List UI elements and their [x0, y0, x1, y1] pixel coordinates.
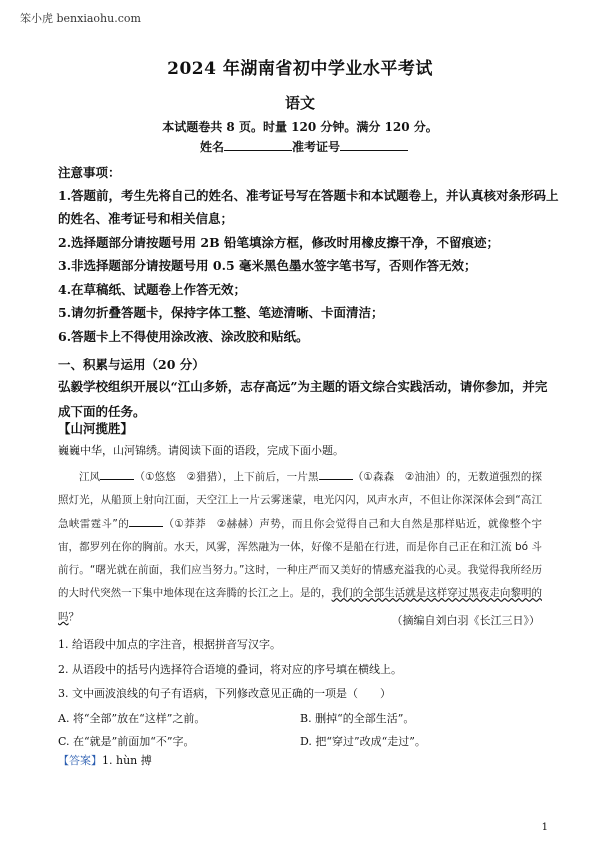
notice-1-cont: 的姓名、准考证号和相关信息； [58, 211, 234, 226]
watermark: 笨小虎 benxiaohu.com [20, 12, 141, 25]
answer-text: 1. hùn 搏 [102, 754, 152, 767]
id-blank[interactable] [340, 138, 408, 151]
reading-lead: 巍巍中华，山河锦绣。请阅读下面的语段，完成下面小题。 [58, 444, 344, 457]
page-number: 1 [541, 822, 548, 833]
option-d[interactable]: D. 把“穿过”改成“走过”。 [300, 735, 426, 748]
passage-text-b: （①悠悠 ②猎猎），上下前后，一片黑 [134, 471, 319, 483]
passage-text-c: （①森森 ②油油）的，无数道强烈的探照灯光，从船顶上射向江面，天空江上一片云雾迷蒙，电光闪闪，风声水声，不但让你深深体会到“高江急峡雷霆斗”的 [58, 471, 543, 530]
task-subhead: 【山河揽胜】 [58, 421, 134, 436]
notice-5: 5.请勿折叠答题卡，保持字体工整、笔迹清晰、卡面清洁； [58, 305, 384, 320]
answer-tag: 【答案】 [58, 754, 102, 767]
notice-4: 4.在草稿纸、试题卷上作答无效； [58, 282, 247, 297]
option-a[interactable]: A. 将“全部”放在“这样”之前。 [58, 712, 206, 725]
name-label: 姓名 [200, 140, 225, 154]
option-c[interactable]: C. 在“就是”前面加“不”字。 [58, 735, 195, 748]
notice-2: 2.选择题部分请按题号用 2B 铅笔填涂方框，修改时用橡皮擦干净，不留痕迹； [58, 235, 500, 250]
section-title: 一、积累与运用（20 分） [58, 357, 205, 372]
exam-title: 2024 年湖南省初中学业水平考试 [167, 59, 433, 79]
notice-3: 3.非选择题部分请按题号用 0.5 毫米黑色墨水签字笔书写，否则作答无效； [58, 258, 477, 273]
passage-text-d: （①莽莽 ②赫赫）声势，而且你会觉得自己和大自然是那样贴近，就像整个宇宙，都罗列在你的胸前。水天，风雾，浑然融为一体，好像不是船在行进，而是你自己正在和江流 bó 斗前行。“曙光就在前面，我们应当努力。”这时，一种庄严而又美好的情感充溢我的心灵。我觉得我所经历的大时代突然一下集中地体现在这奔腾的长江之上。是的， [58, 517, 542, 600]
question-1: 1. 给语段中加点的字注音，根据拼音写汉字。 [58, 638, 281, 651]
exam-info: 本试题卷共 8 页。时量 120 分钟。满分 120 分。 [162, 120, 438, 134]
activity-intro: 弘毅学校组织开展以“江山多娇，志存高远”为主题的语文综合实践活动，请你参加，并完成下面的任务。 [58, 379, 548, 419]
blank-1[interactable] [100, 468, 134, 480]
notice-1: 1.答题前，考生先将自己的姓名、准考证号写在答题卡和本试题卷上，并认真核对条形码上 [58, 188, 559, 203]
notice-6: 6.答题卡上不得使用涂改液、涂改胶和贴纸。 [58, 329, 309, 344]
blank-2[interactable] [319, 468, 353, 480]
wavy-sentence: 我们的全部生活就是这样穿过黑夜走向黎明的吗 [58, 587, 542, 623]
answer-line [58, 752, 152, 768]
notice-title: 注意事项： [58, 165, 121, 180]
question-3: 3. 文中画波浪线的句子有语病，下列修改意见正确的一项是（ ） [58, 687, 391, 700]
option-b[interactable]: B. 删掉“的全部生活”。 [300, 712, 415, 725]
id-label: 准考证号 [292, 140, 341, 154]
subject-heading: 语文 [284, 94, 315, 112]
name-blank[interactable] [224, 138, 292, 151]
reading-passage [58, 466, 542, 629]
blank-3[interactable] [129, 515, 163, 527]
question-2: 2. 从语段中的括号内选择符合语境的叠词，将对应的序号填在横线上。 [58, 663, 402, 676]
passage-text-e: ？ [68, 610, 79, 623]
name-id-row [200, 138, 408, 155]
passage-text-a: 江风 [79, 471, 101, 483]
passage-source: （摘编自刘白羽《长江三日》） [391, 614, 540, 627]
